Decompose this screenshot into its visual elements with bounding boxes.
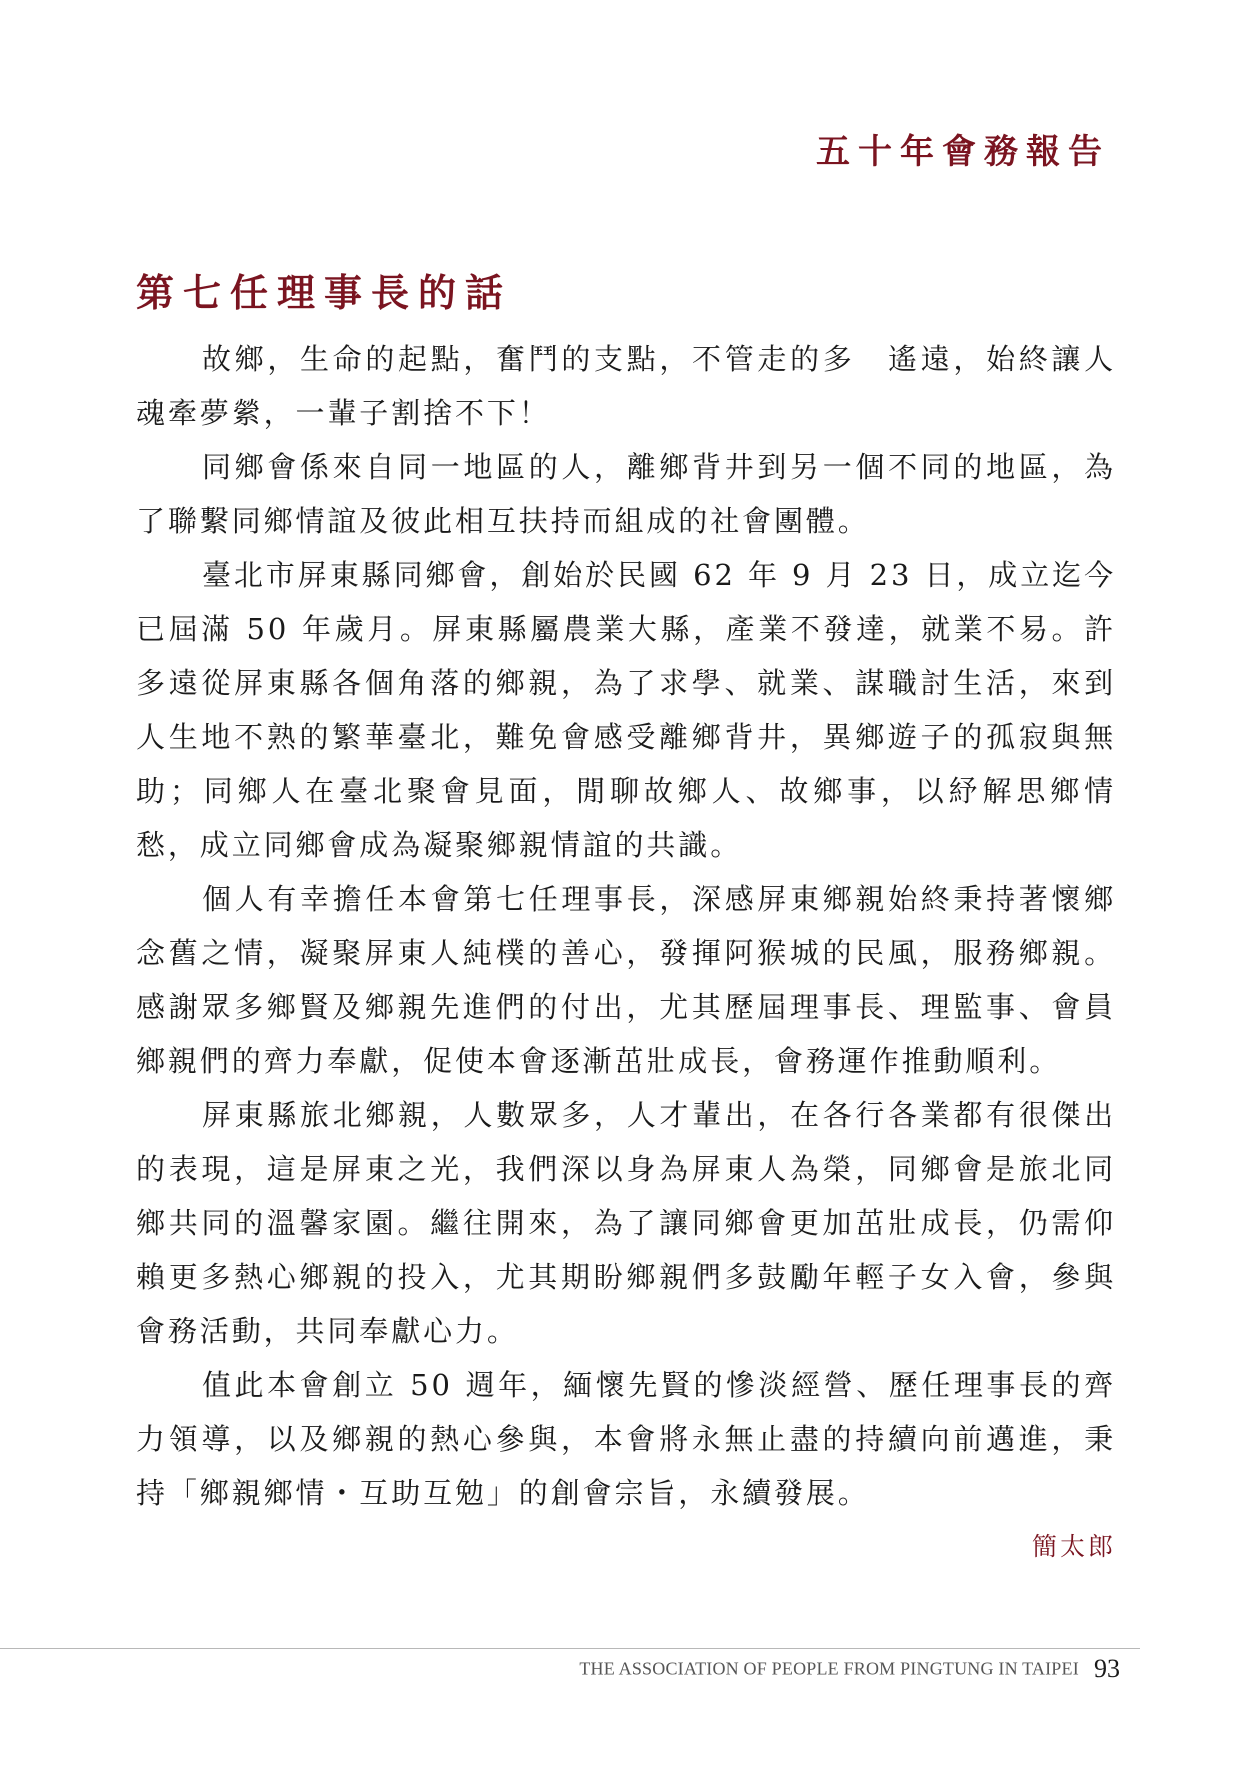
article-title: 第七任理事長的話 xyxy=(136,270,513,315)
article-paragraph-3: 臺北市屏東縣同鄉會，創始於民國 62 年 9 月 23 日，成立迄今已屆滿 50 年歲月。屏東縣屬農業大縣，產業不發達，就業不易。許多遠從屏東縣各個角落的鄉親，為了求學、就業、謀職討生活，來到人生地不熟的繁華臺北，難免會感受離鄉背井，異鄉遊子的孤寂與無助；同鄉人在臺北聚會見面，閒聊故鄉人、故鄉事，以紓解思鄉情愁，成立同鄉會成為凝聚鄉親情誼的共識。 xyxy=(136,558,1116,862)
article-paragraph-6: 值此本會創立 50 週年，緬懷先賢的慘淡經營、歷任理事長的齊力領導，以及鄉親的熱心參與，本會將永無止盡的持續向前邁進，秉持「鄉親鄉情・互助互勉」的創會宗旨，永續發展。 xyxy=(136,1368,1116,1510)
footer-organization-name: THE ASSOCIATION OF PEOPLE FROM PINGTUNG IN TAIPEI xyxy=(579,1658,1079,1679)
article-paragraph-5: 屏東縣旅北鄉親，人數眾多，人才輩出，在各行各業都有很傑出的表現，這是屏東之光，我們深以身為屏東人為榮，同鄉會是旅北同鄉共同的溫馨家園。繼往開來，為了讓同鄉會更加茁壯成長，仍需仰賴更多熱心鄉親的投入，尤其期盼鄉親們多鼓勵年輕子女入會，參與會務活動，共同奉獻心力。 xyxy=(136,1098,1116,1348)
article-paragraph-1: 故鄉，生命的起點，奮鬥的支點，不管走的多 遙遠，始終讓人魂牽夢縈，一輩子割捨不下！ xyxy=(136,342,1116,430)
running-header-title: 五十年會務報告 xyxy=(816,132,1110,172)
article-paragraph-2: 同鄉會係來自同一地區的人，離鄉背井到另一個不同的地區，為了聯繫同鄉情誼及彼此相互扶持而組成的社會團體。 xyxy=(136,450,1116,538)
author-signature: 簡太郎 xyxy=(1031,1532,1116,1561)
footer-divider xyxy=(0,1648,1140,1649)
page-footer xyxy=(579,1654,1120,1684)
article-paragraph-4: 個人有幸擔任本會第七任理事長，深感屏東鄉親始終秉持著懷鄉念舊之情，凝聚屏東人純樸的善心，發揮阿猴城的民風，服務鄉親。感謝眾多鄉賢及鄉親先進們的付出，尤其歷屆理事長、理監事、會員鄉親們的齊力奉獻，促使本會逐漸茁壯成長，會務運作推動順利。 xyxy=(136,882,1116,1078)
article xyxy=(136,260,1116,1572)
page-number: 93 xyxy=(1094,1654,1120,1683)
